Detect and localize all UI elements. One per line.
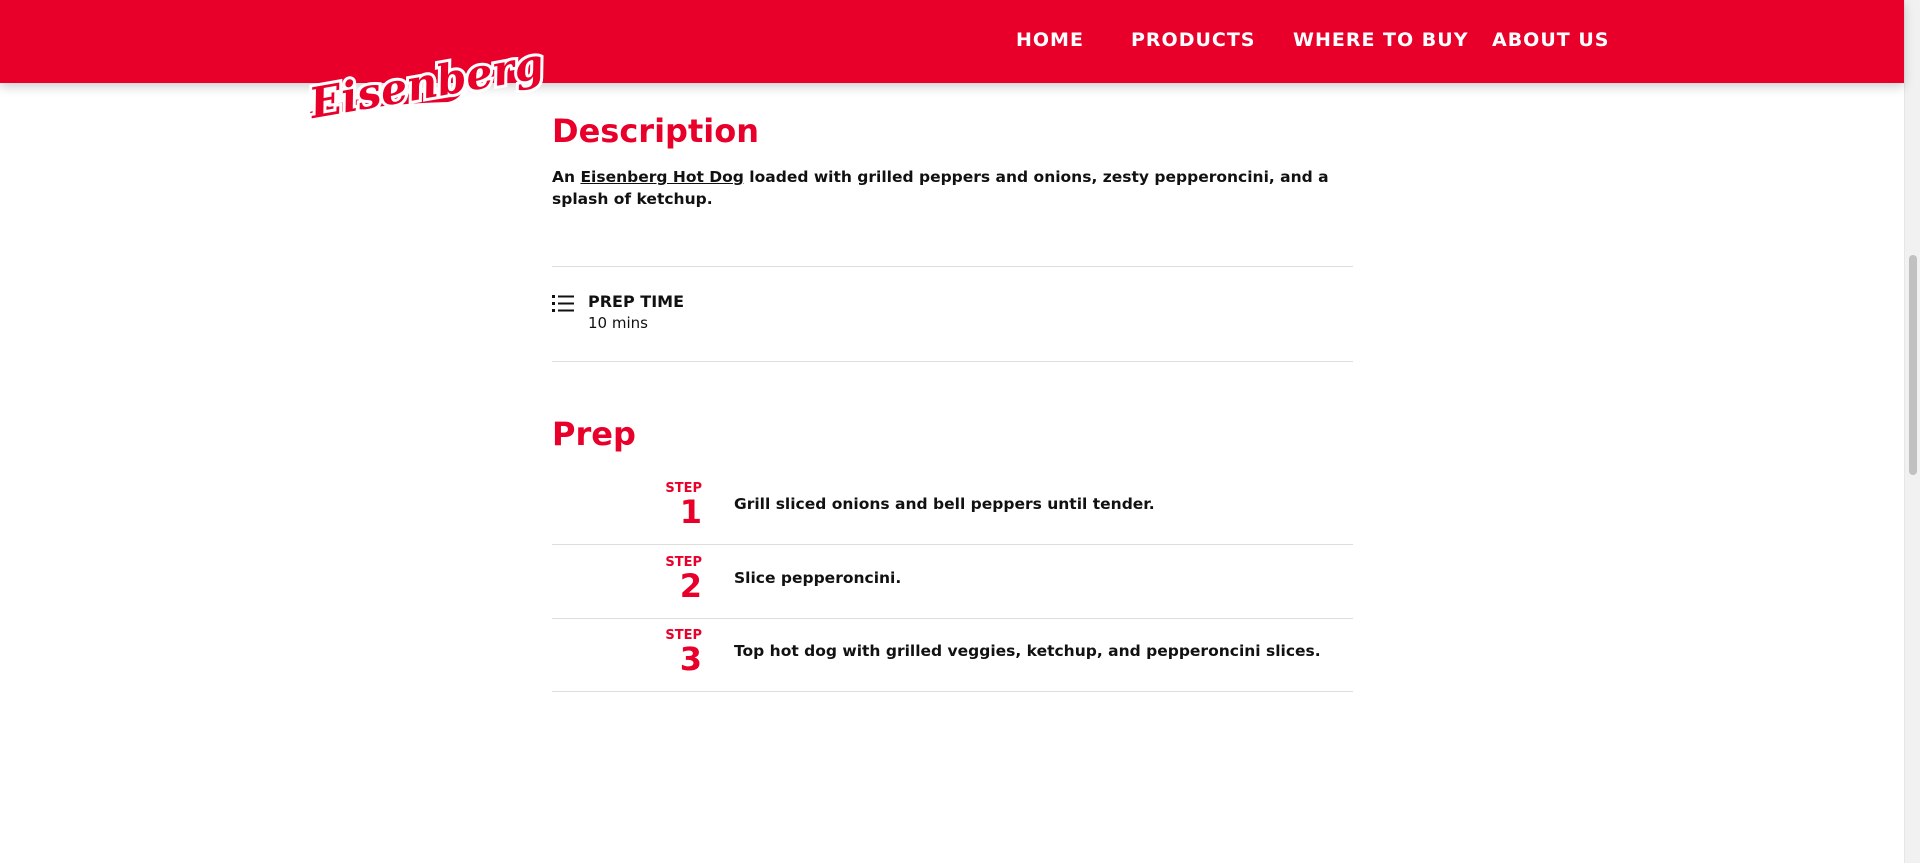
nav-where-to-buy[interactable]: WHERE TO BUY (1293, 29, 1469, 51)
eisenberg-logo[interactable] (300, 38, 548, 129)
step-3 (552, 618, 1353, 692)
step-label: STEP (665, 555, 702, 570)
logo-icon (300, 38, 548, 129)
description-title: Description (552, 112, 759, 150)
list-icon (552, 294, 574, 314)
prep-time (552, 292, 952, 336)
prep-time-label: PREP TIME (588, 292, 684, 311)
step-label: STEP (665, 481, 702, 496)
logo-text: Eisenberg (305, 38, 548, 129)
step-1 (552, 471, 1353, 545)
description-text: An Eisenberg Hot Dog loaded with grilled peppers and onions, zesty pepperoncini, and a splash of ketchup. (552, 168, 1329, 208)
prep-time-value: 10 mins (588, 314, 648, 332)
step-number: 3 (679, 640, 702, 678)
step-text: Top hot dog with grilled veggies, ketchup, and pepperoncini slices. (734, 642, 1321, 660)
prep-title: Prep (552, 415, 636, 453)
scrollbar-thumb[interactable] (1909, 255, 1917, 475)
step-text: Slice pepperoncini. (734, 569, 902, 587)
page-scrollbar[interactable] (1904, 0, 1920, 863)
step-text: Grill sliced onions and bell peppers until tender. (734, 495, 1155, 513)
step-number: 2 (679, 567, 702, 605)
divider (552, 361, 1353, 362)
divider (552, 266, 1353, 267)
nav-about-us[interactable]: ABOUT US (1492, 29, 1610, 51)
eisenberg-hot-dog-link[interactable]: Eisenberg Hot Dog (580, 168, 744, 186)
step-2 (552, 545, 1353, 619)
nav-products[interactable]: PRODUCTS (1131, 29, 1256, 51)
site-header (0, 0, 1904, 83)
step-label: STEP (665, 628, 702, 643)
step-number: 1 (679, 493, 702, 531)
nav-home[interactable]: HOME (1016, 29, 1084, 51)
main-nav (0, 0, 1904, 83)
